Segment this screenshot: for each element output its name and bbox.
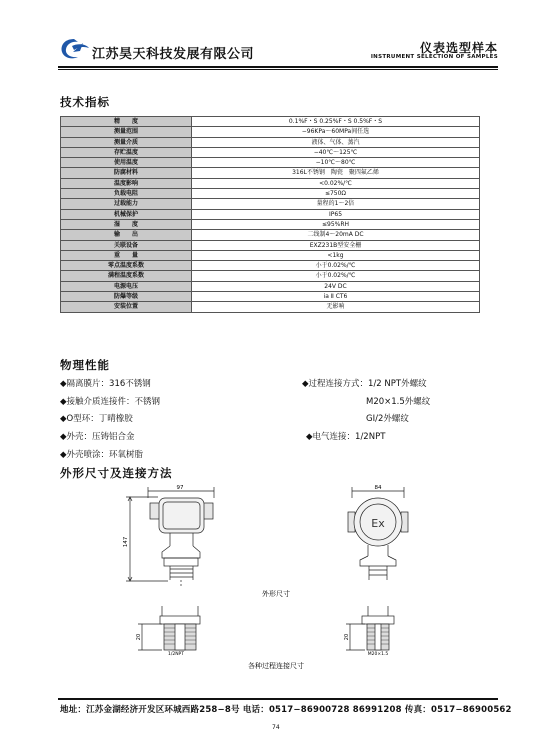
prop-housing: ◆外壳：压铸铝合金: [60, 432, 135, 442]
spec-value: ≤750Ω: [192, 189, 480, 199]
spec-value: ≤95%RH: [192, 219, 480, 229]
spec-label: 温度影响: [61, 178, 192, 188]
spec-value: 液体、气体、蒸汽: [192, 137, 480, 147]
prop-thread-m20: M20×1.5外螺纹: [366, 397, 431, 407]
thread-label-m20: M20×1.5: [367, 652, 389, 657]
prop-coating: ◆外壳喷涂：环氧树脂: [60, 450, 144, 460]
footer-address: 地址：江苏金湖经济开发区环城西路258−8号 电话：0517−86900728 86991208 传真：0517−86900562: [60, 705, 512, 715]
company-name: 江苏昊天科技发展有限公司: [92, 47, 255, 62]
prop-diaphragm: ◆隔离膜片：316不锈钢: [60, 379, 151, 389]
prop-o-ring: ◆O型环：丁晴橡胶: [60, 414, 133, 424]
spec-value: 二线制4～20mA DC: [192, 230, 480, 240]
spec-value: −40℃～125℃: [192, 147, 480, 157]
spec-value: 316L不锈钢 陶瓷 聚四氟乙烯: [192, 168, 480, 178]
prop-electrical-connection: ◆电气连接：1/2NPT: [306, 432, 386, 442]
thread-label-npt: 1/2NPT: [167, 652, 185, 657]
specs-heading: 技术指标: [60, 95, 110, 109]
spec-label: 测量介质: [61, 137, 192, 147]
ex-mark: Ex: [371, 517, 385, 530]
spec-value: ia Ⅱ CT6: [192, 292, 480, 302]
spec-label: 存贮温度: [61, 147, 192, 157]
spec-label: 负载电阻: [61, 189, 192, 199]
spec-label: 过载能力: [61, 199, 192, 209]
connection-m20-detail: [346, 606, 394, 650]
spec-label: 使用温度: [61, 158, 192, 168]
spec-value: IP65: [192, 209, 480, 219]
spec-label: 精 度: [61, 117, 192, 127]
spec-value: 小于0.02%/℃: [192, 261, 480, 271]
transmitter-front-view: [126, 487, 214, 588]
dim-height: 147: [123, 536, 129, 548]
spec-label: 关联设备: [61, 240, 192, 250]
spec-value: −96KPa～60MPa间任选: [192, 127, 480, 137]
spec-label: 零点温度系数: [61, 261, 192, 271]
prop-wetted-material: ◆接触介质连接件：不锈钢: [60, 397, 161, 407]
spec-value: <1kg: [192, 250, 480, 260]
spec-value: −10℃～80℃: [192, 158, 480, 168]
prop-thread-g12: GI/2外螺纹: [366, 414, 409, 424]
spec-label: 防腐材料: [61, 168, 192, 178]
physical-heading: 物理性能: [60, 358, 110, 372]
catalog-title-en: INSTRUMENT SELECTION OF SAMPLES: [370, 54, 498, 60]
spec-label: 满程温度系数: [61, 271, 192, 281]
catalog-title: 仪表选型样本: [419, 41, 498, 55]
spec-value: 24V DC: [192, 281, 480, 291]
footer-rule: [58, 698, 498, 700]
spec-label: 测量范围: [61, 127, 192, 137]
spec-label: 安装位置: [61, 302, 192, 312]
spec-value: 0.1%F・S 0.25%F・S 0.5%F・S: [192, 117, 480, 127]
spec-value: 量程的1～2倍: [192, 199, 480, 209]
outline-caption: 外形尺寸: [262, 590, 290, 598]
dim-width-front: 97: [176, 485, 184, 491]
spec-label: 电源电压: [61, 281, 192, 291]
spec-label: 重 量: [61, 250, 192, 260]
dim-thread-length-1: 20: [136, 633, 142, 641]
prop-process-connection: ◆过程连接方式：1/2 NPT外螺纹: [302, 379, 427, 389]
spec-label: 湿 度: [61, 219, 192, 229]
transmitter-side-view: [348, 487, 408, 580]
dimensions-heading: 外形尺寸及连接方法: [60, 466, 173, 480]
spec-label: 机械保护: [61, 209, 192, 219]
spec-value: 无影响: [192, 302, 480, 312]
spec-label: 输 出: [61, 230, 192, 240]
dim-thread-length-2: 20: [344, 633, 350, 641]
spec-value: <0.02%/℃: [192, 178, 480, 188]
dim-width-side: 84: [374, 485, 382, 491]
spec-label: 防爆等级: [61, 292, 192, 302]
connections-caption: 各种过程连接尺寸: [248, 662, 304, 670]
page-number: 74: [272, 724, 280, 731]
spec-value: EXZ231B型安全栅: [192, 240, 480, 250]
connection-npt-detail: [138, 606, 200, 650]
spec-value: 小于0.02%/℃: [192, 271, 480, 281]
